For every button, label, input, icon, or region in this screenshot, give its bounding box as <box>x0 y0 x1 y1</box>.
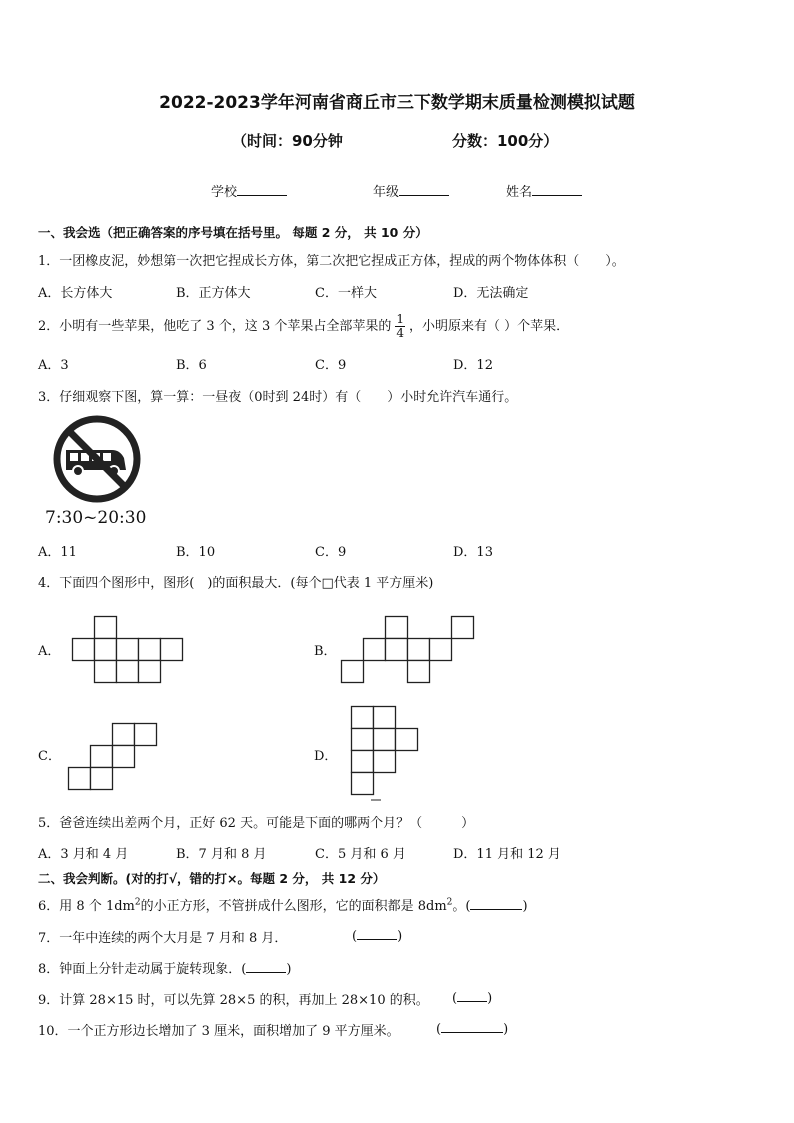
q9-paren-open: ( <box>452 991 458 1006</box>
q2-frac-denominator: 4 <box>396 326 404 340</box>
section1-heading: 一、我会选（把正确答案的序号填在括号里。 每题 2 分， 共 10 分） <box>38 225 428 240</box>
q6-superscript-1: 2 <box>134 897 141 908</box>
q1-option-b[interactable]: B．正方体大 <box>176 286 251 301</box>
q10-answer[interactable] <box>436 1020 508 1037</box>
q6-text-c: 。( <box>452 899 471 914</box>
q8-text: 8．钟面上分针走动属于旋转现象．( <box>38 962 247 977</box>
q8-paren-close: ) <box>286 962 292 977</box>
q7-paren-close: ) <box>397 929 403 944</box>
q3-option-a[interactable]: A．11 <box>38 545 77 560</box>
question-2 <box>38 313 569 340</box>
q4-label-c[interactable]: C． <box>38 749 61 764</box>
q4-label-b[interactable]: B． <box>314 644 337 659</box>
q4-figure-b[interactable] <box>341 616 477 684</box>
q6-text-b: 的小正方形，不管拼成什么图形，它的面积都是 8dm <box>140 899 447 914</box>
q9-answer[interactable] <box>452 989 492 1006</box>
q5-option-b[interactable]: B．7 月和 8 月 <box>176 847 267 862</box>
q1-option-c[interactable]: C．一样大 <box>315 286 377 301</box>
exam-score: 分数：100分） <box>452 132 559 150</box>
question-6 <box>38 895 528 914</box>
q2-option-d[interactable]: D．12 <box>453 358 493 373</box>
q9-answer-blank[interactable] <box>457 989 487 1002</box>
school-blank[interactable] <box>237 183 287 196</box>
q4-figure-c[interactable] <box>68 723 160 793</box>
q7-paren-open: ( <box>352 929 358 944</box>
question-5: 5．爸爸连续出差两个月，正好 62 天。可能是下面的哪两个月？（ ） <box>38 816 475 831</box>
question-7: 7．一年中连续的两个大月是 7 月和 8 月． <box>38 931 288 946</box>
q3-option-c[interactable]: C．9 <box>315 545 347 560</box>
school-field[interactable] <box>211 181 287 200</box>
question-8 <box>38 958 291 977</box>
q3-option-b[interactable]: B．10 <box>176 545 216 560</box>
q7-answer-blank[interactable] <box>357 927 397 940</box>
q2-fraction <box>395 313 405 340</box>
q6-superscript-2: 2 <box>446 897 453 908</box>
q5-option-a[interactable]: A．3 月和 4 月 <box>38 847 129 862</box>
q1-option-a[interactable]: A．长方体大 <box>38 286 113 301</box>
name-blank[interactable] <box>532 183 582 196</box>
q5-option-c[interactable]: C．5 月和 6 月 <box>315 847 406 862</box>
section2-heading: 二、我会判断。(对的打√，错的打×。每题 2 分， 共 12 分） <box>38 871 386 886</box>
q2-text-b: ，小明原来有（ ）个苹果． <box>408 319 570 334</box>
sign-time-label: 7:30~20:30 <box>45 508 147 528</box>
q2-option-c[interactable]: C．9 <box>315 358 347 373</box>
q6-text-a: 6．用 8 个 1dm <box>38 899 135 914</box>
question-4: 4．下面四个图形中，图形( )的面积最大．(每个□代表 1 平方厘米) <box>38 576 434 591</box>
q3-option-d[interactable]: D．13 <box>453 545 493 560</box>
q8-answer-blank[interactable] <box>246 960 286 973</box>
q4-figure-a[interactable] <box>72 616 184 684</box>
q4-figure-d[interactable] <box>351 706 421 802</box>
q4-label-a[interactable]: A． <box>38 644 61 659</box>
q10-paren-open: ( <box>436 1022 442 1037</box>
grade-label: 年级 <box>373 185 400 200</box>
no-bus-sign-icon <box>50 414 146 504</box>
q10-paren-close: ) <box>503 1022 509 1037</box>
question-10: 10．一个正方形边长增加了 3 厘米，面积增加了 9 平方厘米。 <box>38 1024 400 1039</box>
q2-frac-numerator: 1 <box>396 312 404 326</box>
q7-answer[interactable] <box>352 927 402 944</box>
q2-option-a[interactable]: A．3 <box>38 358 69 373</box>
exam-time: （时间：90分钟 <box>232 132 343 150</box>
page-title: 2022-2023学年河南省商丘市三下数学期末质量检测模拟试题 <box>159 93 635 113</box>
q5-option-d[interactable]: D．11 月和 12 月 <box>453 847 561 862</box>
q10-answer-blank[interactable] <box>441 1020 503 1033</box>
question-1: 1．一团橡皮泥，妙想第一次把它捏成长方体，第二次把它捏成正方体，捏成的两个物体体积（ ）。 <box>38 254 625 269</box>
q4-label-d[interactable]: D． <box>314 749 338 764</box>
name-label: 姓名 <box>506 185 533 200</box>
q6-answer-blank[interactable] <box>470 897 522 910</box>
q1-option-d[interactable]: D．无法确定 <box>453 286 529 301</box>
name-field[interactable] <box>506 181 582 200</box>
q9-paren-close: ) <box>487 991 493 1006</box>
school-label: 学校 <box>211 185 238 200</box>
question-3: 3．仔细观察下图，算一算：一昼夜（0时到 24时）有（ ）小时允许汽车通行。 <box>38 390 518 405</box>
q2-option-b[interactable]: B．6 <box>176 358 207 373</box>
question-9: 9．计算 28×15 时，可以先算 28×5 的积，再加上 28×10 的积。 <box>38 993 429 1008</box>
q2-text-a: 2．小明有一些苹果，他吃了 3 个，这 3 个苹果占全部苹果的 <box>38 319 392 334</box>
grade-blank[interactable] <box>399 183 449 196</box>
q6-text-d: ) <box>522 899 528 914</box>
grade-field[interactable] <box>373 181 449 200</box>
